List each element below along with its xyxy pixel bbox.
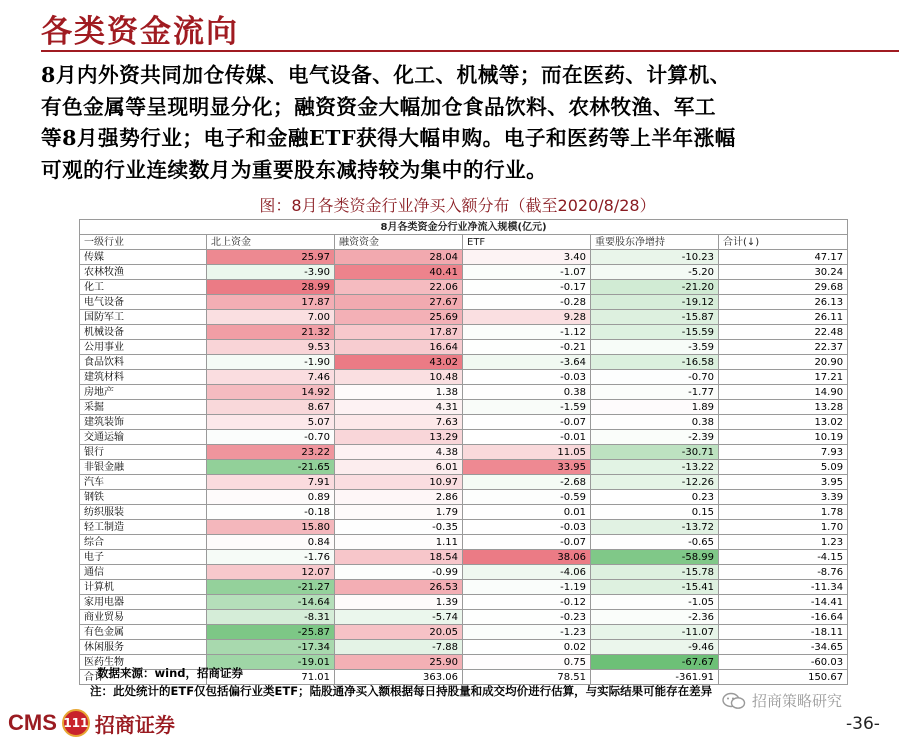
- value-cell: 0.75: [463, 655, 591, 670]
- value-cell: 25.69: [335, 310, 463, 325]
- value-cell: -5.74: [335, 610, 463, 625]
- fund-flow-table: [79, 219, 848, 685]
- value-cell: 15.80: [207, 520, 335, 535]
- logo-text: CMS: [8, 710, 57, 735]
- table-row: [80, 595, 848, 610]
- industry-cell: 建筑材料: [80, 370, 207, 385]
- header-margin: 融资资金: [335, 235, 463, 250]
- value-cell: -0.18: [207, 505, 335, 520]
- value-cell: -15.87: [591, 310, 719, 325]
- value-cell: 3.40: [463, 250, 591, 265]
- value-cell: 150.67: [719, 670, 848, 685]
- logo-badge-icon: 111: [62, 709, 90, 737]
- value-cell: -3.59: [591, 340, 719, 355]
- value-cell: -21.27: [207, 580, 335, 595]
- value-cell: 14.92: [207, 385, 335, 400]
- industry-cell: 传媒: [80, 250, 207, 265]
- value-cell: 78.51: [463, 670, 591, 685]
- value-cell: 1.78: [719, 505, 848, 520]
- title-divider: [41, 50, 899, 52]
- value-cell: -0.01: [463, 430, 591, 445]
- value-cell: 22.37: [719, 340, 848, 355]
- value-cell: -9.46: [591, 640, 719, 655]
- value-cell: -15.59: [591, 325, 719, 340]
- industry-cell: 国防军工: [80, 310, 207, 325]
- summary-line: 有色金属等呈现明显分化；融资资金大幅加仓食品饮料、农林牧渔、军工: [41, 94, 716, 119]
- value-cell: 7.63: [335, 415, 463, 430]
- table-row: [80, 340, 848, 355]
- industry-cell: 钢铁: [80, 490, 207, 505]
- value-cell: -0.28: [463, 295, 591, 310]
- table-row: [80, 250, 848, 265]
- value-cell: 25.90: [335, 655, 463, 670]
- table-row: [80, 295, 848, 310]
- industry-cell: 轻工制造: [80, 520, 207, 535]
- value-cell: 0.23: [591, 490, 719, 505]
- industry-cell: 合计: [80, 670, 207, 685]
- value-cell: 0.84: [207, 535, 335, 550]
- value-cell: -0.70: [591, 370, 719, 385]
- value-cell: 17.87: [335, 325, 463, 340]
- logo-cn: 招商证券: [94, 712, 175, 737]
- value-cell: 29.68: [719, 280, 848, 295]
- value-cell: 47.17: [719, 250, 848, 265]
- value-cell: 0.38: [463, 385, 591, 400]
- value-cell: -19.12: [591, 295, 719, 310]
- value-cell: -30.71: [591, 445, 719, 460]
- value-cell: -0.12: [463, 595, 591, 610]
- table-row: [80, 625, 848, 640]
- value-cell: -1.19: [463, 580, 591, 595]
- value-cell: -0.70: [207, 430, 335, 445]
- industry-cell: 化工: [80, 280, 207, 295]
- value-cell: -18.11: [719, 625, 848, 640]
- table-row: [80, 565, 848, 580]
- figure-title: 图：8月各类资金行业净买入额分布（截至2020/8/28）: [259, 196, 656, 215]
- value-cell: 8.67: [207, 400, 335, 415]
- value-cell: 0.01: [463, 505, 591, 520]
- table-row: [80, 520, 848, 535]
- value-cell: 10.97: [335, 475, 463, 490]
- table-row: [80, 505, 848, 520]
- value-cell: 10.48: [335, 370, 463, 385]
- value-cell: 7.46: [207, 370, 335, 385]
- value-cell: 7.00: [207, 310, 335, 325]
- table-row: [80, 610, 848, 625]
- value-cell: 0.38: [591, 415, 719, 430]
- value-cell: 1.70: [719, 520, 848, 535]
- value-cell: 7.93: [719, 445, 848, 460]
- value-cell: -25.87: [207, 625, 335, 640]
- value-cell: -361.91: [591, 670, 719, 685]
- table-row: [80, 325, 848, 340]
- value-cell: -4.06: [463, 565, 591, 580]
- value-cell: -15.78: [591, 565, 719, 580]
- value-cell: -67.67: [591, 655, 719, 670]
- value-cell: 40.41: [335, 265, 463, 280]
- value-cell: -1.76: [207, 550, 335, 565]
- value-cell: 0.02: [463, 640, 591, 655]
- value-cell: 20.05: [335, 625, 463, 640]
- value-cell: 4.38: [335, 445, 463, 460]
- value-cell: 13.29: [335, 430, 463, 445]
- table-row: [80, 460, 848, 475]
- value-cell: 1.38: [335, 385, 463, 400]
- industry-cell: 有色金属: [80, 625, 207, 640]
- page-title: 各类资金流向: [41, 14, 239, 50]
- value-cell: 0.89: [207, 490, 335, 505]
- value-cell: 43.02: [335, 355, 463, 370]
- value-cell: 1.11: [335, 535, 463, 550]
- value-cell: 3.39: [719, 490, 848, 505]
- value-cell: 12.07: [207, 565, 335, 580]
- value-cell: 21.32: [207, 325, 335, 340]
- industry-cell: 房地产: [80, 385, 207, 400]
- value-cell: -21.65: [207, 460, 335, 475]
- value-cell: -14.64: [207, 595, 335, 610]
- value-cell: -0.07: [463, 415, 591, 430]
- table-row: [80, 475, 848, 490]
- value-cell: -16.64: [719, 610, 848, 625]
- value-cell: 11.05: [463, 445, 591, 460]
- value-cell: 33.95: [463, 460, 591, 475]
- value-cell: 4.31: [335, 400, 463, 415]
- industry-cell: 计算机: [80, 580, 207, 595]
- value-cell: -19.01: [207, 655, 335, 670]
- value-cell: 1.79: [335, 505, 463, 520]
- industry-cell: 采掘: [80, 400, 207, 415]
- value-cell: -10.23: [591, 250, 719, 265]
- value-cell: -0.59: [463, 490, 591, 505]
- value-cell: 13.28: [719, 400, 848, 415]
- value-cell: 26.13: [719, 295, 848, 310]
- value-cell: -1.59: [463, 400, 591, 415]
- value-cell: 0.15: [591, 505, 719, 520]
- page-number: -36-: [846, 714, 880, 734]
- table-row: [80, 400, 848, 415]
- value-cell: -2.36: [591, 610, 719, 625]
- value-cell: -0.03: [463, 520, 591, 535]
- header-total: 合计(↓): [719, 235, 848, 250]
- value-cell: -17.34: [207, 640, 335, 655]
- value-cell: 16.64: [335, 340, 463, 355]
- value-cell: 1.39: [335, 595, 463, 610]
- value-cell: -1.07: [463, 265, 591, 280]
- value-cell: -16.58: [591, 355, 719, 370]
- industry-cell: 家用电器: [80, 595, 207, 610]
- value-cell: -0.03: [463, 370, 591, 385]
- industry-cell: 机械设备: [80, 325, 207, 340]
- value-cell: -4.15: [719, 550, 848, 565]
- table-row: [80, 310, 848, 325]
- table-row: [80, 415, 848, 430]
- data-source: 数据来源：wind，招商证券: [97, 666, 243, 680]
- header-shareholder: 重要股东净增持: [591, 235, 719, 250]
- value-cell: -8.76: [719, 565, 848, 580]
- table-row: [80, 265, 848, 280]
- industry-cell: 休闲服务: [80, 640, 207, 655]
- wechat-icon: [722, 692, 746, 710]
- industry-cell: 建筑装饰: [80, 415, 207, 430]
- industry-cell: 医药生物: [80, 655, 207, 670]
- value-cell: 28.99: [207, 280, 335, 295]
- header-northbound: 北上资金: [207, 235, 335, 250]
- industry-cell: 银行: [80, 445, 207, 460]
- industry-cell: 纺织服装: [80, 505, 207, 520]
- value-cell: -3.90: [207, 265, 335, 280]
- table-row: [80, 370, 848, 385]
- table-row: [80, 385, 848, 400]
- value-cell: 9.28: [463, 310, 591, 325]
- value-cell: 22.06: [335, 280, 463, 295]
- value-cell: 1.89: [591, 400, 719, 415]
- value-cell: -8.31: [207, 610, 335, 625]
- summary-line: 可观的行业连续数月为重要股东减持较为集中的行业。: [41, 157, 548, 182]
- value-cell: -11.07: [591, 625, 719, 640]
- value-cell: -12.26: [591, 475, 719, 490]
- industry-cell: 通信: [80, 565, 207, 580]
- value-cell: -2.68: [463, 475, 591, 490]
- value-cell: -0.23: [463, 610, 591, 625]
- value-cell: -11.34: [719, 580, 848, 595]
- table-row: [80, 355, 848, 370]
- value-cell: -0.17: [463, 280, 591, 295]
- value-cell: 38.06: [463, 550, 591, 565]
- value-cell: 13.02: [719, 415, 848, 430]
- industry-cell: 商业贸易: [80, 610, 207, 625]
- industry-cell: 农林牧渔: [80, 265, 207, 280]
- value-cell: -1.90: [207, 355, 335, 370]
- table-caption: 8月各类资金分行业净流入规模(亿元): [80, 220, 848, 235]
- value-cell: 71.01: [207, 670, 335, 685]
- value-cell: -3.64: [463, 355, 591, 370]
- summary-paragraph: [41, 60, 901, 186]
- table-body: [80, 250, 848, 685]
- value-cell: 18.54: [335, 550, 463, 565]
- value-cell: -5.20: [591, 265, 719, 280]
- value-cell: 26.11: [719, 310, 848, 325]
- industry-cell: 电子: [80, 550, 207, 565]
- value-cell: 6.01: [335, 460, 463, 475]
- industry-cell: 公用事业: [80, 340, 207, 355]
- value-cell: 9.53: [207, 340, 335, 355]
- industry-cell: 非银金融: [80, 460, 207, 475]
- value-cell: 5.09: [719, 460, 848, 475]
- value-cell: -2.39: [591, 430, 719, 445]
- table-row: [80, 445, 848, 460]
- value-cell: -14.41: [719, 595, 848, 610]
- industry-cell: 电气设备: [80, 295, 207, 310]
- value-cell: -13.72: [591, 520, 719, 535]
- table-row: [80, 550, 848, 565]
- header-industry: 一级行业: [80, 235, 207, 250]
- value-cell: 26.53: [335, 580, 463, 595]
- industry-cell: 食品饮料: [80, 355, 207, 370]
- value-cell: 27.67: [335, 295, 463, 310]
- summary-line: 等8月强势行业；电子和金融ETF获得大幅申购。电子和医药等上半年涨幅: [41, 126, 736, 150]
- value-cell: 5.07: [207, 415, 335, 430]
- table-row: [80, 280, 848, 295]
- value-cell: 17.21: [719, 370, 848, 385]
- value-cell: 1.23: [719, 535, 848, 550]
- industry-cell: 综合: [80, 535, 207, 550]
- value-cell: -1.12: [463, 325, 591, 340]
- table-row: [80, 640, 848, 655]
- value-cell: -58.99: [591, 550, 719, 565]
- industry-cell: 交通运输: [80, 430, 207, 445]
- table-note: 注：此处统计的ETF仅包括偏行业类ETF；陆股通净买入额根据每日持股量和成交均价进行估算，与实际结果可能存在差异: [90, 684, 713, 698]
- value-cell: -0.99: [335, 565, 463, 580]
- value-cell: 23.22: [207, 445, 335, 460]
- value-cell: -0.21: [463, 340, 591, 355]
- table-row: [80, 490, 848, 505]
- value-cell: -13.22: [591, 460, 719, 475]
- value-cell: 17.87: [207, 295, 335, 310]
- value-cell: 3.95: [719, 475, 848, 490]
- value-cell: -1.05: [591, 595, 719, 610]
- value-cell: -0.65: [591, 535, 719, 550]
- summary-line: 8月内外资共同加仓传媒、电气设备、化工、机械等；而在医药、计算机、: [41, 63, 731, 87]
- wechat-account: 招商策略研究: [752, 692, 843, 710]
- value-cell: 14.90: [719, 385, 848, 400]
- value-cell: -60.03: [719, 655, 848, 670]
- value-cell: -34.65: [719, 640, 848, 655]
- value-cell: -15.41: [591, 580, 719, 595]
- value-cell: 2.86: [335, 490, 463, 505]
- value-cell: 363.06: [335, 670, 463, 685]
- wechat-watermark: [722, 690, 842, 711]
- industry-cell: 汽车: [80, 475, 207, 490]
- value-cell: 28.04: [335, 250, 463, 265]
- value-cell: 7.91: [207, 475, 335, 490]
- value-cell: -0.07: [463, 535, 591, 550]
- value-cell: 10.19: [719, 430, 848, 445]
- value-cell: 30.24: [719, 265, 848, 280]
- value-cell: -7.88: [335, 640, 463, 655]
- table-row: [80, 535, 848, 550]
- value-cell: -1.23: [463, 625, 591, 640]
- fund-flow-table-wrap: [79, 219, 847, 685]
- table-row: [80, 430, 848, 445]
- value-cell: 25.97: [207, 250, 335, 265]
- table-row: [80, 580, 848, 595]
- value-cell: -0.35: [335, 520, 463, 535]
- value-cell: -21.20: [591, 280, 719, 295]
- header-etf: ETF: [463, 235, 591, 250]
- cms-logo: [8, 708, 175, 738]
- value-cell: 22.48: [719, 325, 848, 340]
- value-cell: -1.77: [591, 385, 719, 400]
- value-cell: 20.90: [719, 355, 848, 370]
